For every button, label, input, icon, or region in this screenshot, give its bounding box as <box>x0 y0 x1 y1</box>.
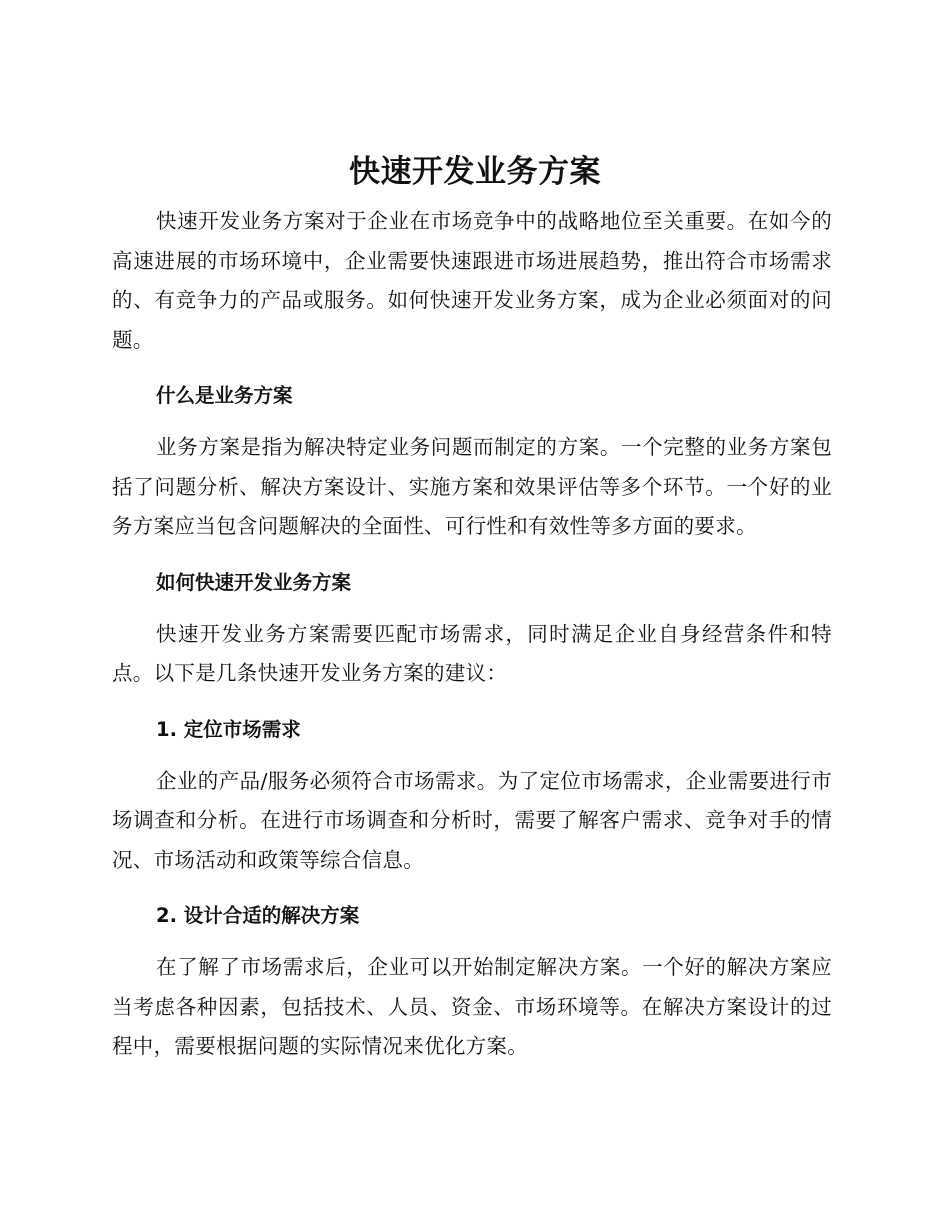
section-heading-what-is: 什么是业务方案 <box>156 384 293 407</box>
section-heading-how-to: 如何快速开发业务方案 <box>156 570 352 594</box>
document-title: 快速开发业务方案 <box>349 154 601 190</box>
section-1-paragraph: 企业的产品/服务必须符合市场需求。为了定位市场需求，企业需要进行市场调查和分析。在进行市场调查和分析时，需要了解客户需求、竞争对手的情况、市场活动和政策等综合信息。 <box>112 768 832 872</box>
section-heading-2: 2. 设计合适的解决方案 <box>156 904 360 927</box>
section-2-paragraph: 在了解了市场需求后，企业可以开始制定解决方案。一个好的解决方案应当考虑各种因素，包括技术、人员、资金、市场环境等。在解决方案设计的过程中，需要根据问题的实际情况来优化方案。 <box>112 955 832 1058</box>
section-heading-1: 1. 定位市场需求 <box>156 717 301 741</box>
intro-paragraph: 快速开发业务方案对于企业在市场竞争中的战略地位至关重要。在如今的高速进展的市场环境中，企业需要快速跟进市场进展趋势，推出符合市场需求的、有竞争力的产品或服务。如何快速开发业务方案，成为企业必须面对的问题。 <box>112 209 832 352</box>
what-is-paragraph: 业务方案是指为解决特定业务问题而制定的方案。一个完整的业务方案包括了问题分析、解决方案设计、实施方案和效果评估等多个环节。一个好的业务方案应当包含问题解决的全面性、可行性和有效性等多方面的要求。 <box>112 435 832 538</box>
document-body <box>112 202 832 1067</box>
how-to-paragraph: 快速开发业务方案需要匹配市场需求，同时满足企业自身经营条件和特点。以下是几条快速开发业务方案的建议： <box>112 621 832 685</box>
